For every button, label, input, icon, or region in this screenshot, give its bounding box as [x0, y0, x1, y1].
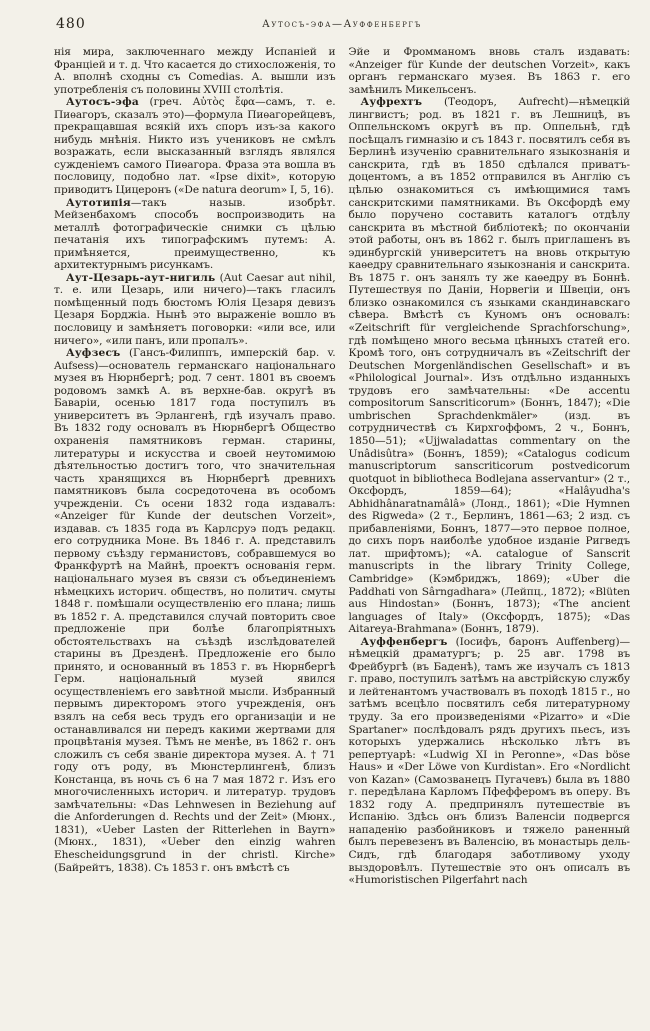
entry-paragraph: Аутосъ-эфа (греч. Αὐτὸς ἔφα—самъ, т. е. Пиѳагоръ, сказалъ это)—формула Пиѳагорейцевъ, прекращавшая всякій ихъ споръ изъ-за какого нибудь мнѣнія. Никто изъ учениковъ не смѣлъ возражать, если высказанный взглядъ являлся сужденіемъ самого Пиѳагора. Фраза эта вошла въ пословицу, подобно лат. «Ipse dixit», которую приводитъ Цицеронъ («De natura deorum» I, 5, 16). [54, 96, 336, 197]
column-right [349, 46, 631, 887]
entry-term: Аутосъ-эфа [66, 96, 139, 109]
entry-paragraph: Аутотипія—такъ назыв. изобрѣт. Мейзенбахомъ способъ воспроизводить на металлѣ фотографическіе снимки съ цѣлью печатанія ихъ типографскимъ путемъ: А. примѣняется, преимущественно, къ архитектурнымъ рисункамъ. [54, 196, 336, 272]
continuation-paragraph: Эйе и Фромманомъ вновь сталъ издавать: «Anzeiger für Kunde der deutschen Vorzeit», какъ органъ германскаго музея. Въ 1863 г. его замѣнилъ Микельсенъ. [348, 46, 630, 96]
entry-term: Ауфзесъ [66, 347, 121, 360]
entry-term: Аутотипія [66, 196, 131, 209]
entry-paragraph: Ауфрехтъ (Теодоръ, Aufrecht)—нѣмецкій лингвистъ; род. въ 1821 г. въ Лешницѣ, въ Оппельнскомъ округѣ въ пр. Оппельнѣ, гдѣ посѣщалъ гимназію и съ 1843 г. посвятилъ себя въ Берлинѣ изученію сравнительнаго языкознанія и санскрита, гдѣ въ 1850 сдѣлался приватъ-доцентомъ, а въ 1852 отправился въ Англію съ цѣлью ознакомиться съ имѣющимися тамъ санскритскими памятниками. Въ Оксфордѣ ему было поручено составить каталогъ отдѣлу санскрита въ мѣстной библіотекѣ; по окончаніи этой работы, онъ въ 1862 г. былъ приглашенъ въ эдинбургскій университетъ на вновь открытую каѳедру сравнительнаго языкознанія и санскрита. Въ 1875 г. онъ занялъ ту же каѳедру въ Боннѣ. Путешествуя по Даніи, Норвегіи и Швеціи, онъ близко ознакомился съ языками скандинавскаго сѣвера. Вмѣстѣ съ Куномъ онъ основалъ: «Zeitschrift für vergleichende Sprachforschung», гдѣ помѣщено много весьма цѣнныхъ статей его. Кромѣ того, онъ сотрудничалъ въ «Zeitschrift der Deutschen Morgenländischen Gesellschaft» и въ «Philological Journal». Изъ отдѣльно изданныхъ трудовъ его замѣчательны: «De accentu compositorum Sanscriticorum» (Боннъ, 1847); «Die umbrischen Sprachdenkmäler» (изд. въ сотрудничествѣ съ Кирхгоффомъ, 2 ч., Боннъ, 1850—51); «Ujjwaladattas commentary on the Unâdisûtra» (Боннъ, 1859); «Catalogus codicum manuscriptorum sanscriticorum postvedicorum quotquot in bibliotheca Bodlejana asservantur» (2 т., Оксфордъ, 1859—64); «Halâyudha's Abhidhânaratnamâlâ» (Лонд., 1861); «Die Hymnen des Rigweda» (2 т., Берлинъ, 1861—63; 2 изд. съ прибавленіями, Боннъ, 1877—это первое полное, до сихъ поръ наиболѣе удобное изданіе Ригведъ лат. шрифтомъ); «A. catalogue of Sanscrit manuscripts in the library Trinity College, Cambridge» (Кэмбриджъ, 1869); «Uber die Paddhati von Sârngadhara» (Лейпц., 1872); «Blüten aus Hindostan» (Боннъ, 1873); «The ancient languages of Italy» (Оксфордъ, 1875); «Das Aitareya-Brahmana» (Боннъ, 1879). [348, 96, 630, 636]
entry-term: Аут-Цезарь-аут-нигиль [66, 271, 216, 284]
column-left [54, 46, 336, 874]
page-header [54, 16, 630, 38]
text-columns [54, 46, 630, 887]
entry-paragraph: Аут-Цезарь-аут-нигиль (Aut Caesar aut nihil, т. е. или Цезарь, или ничего)—такъ гласилъ помѣщенный подъ бюстомъ Юлія Цезаря девизъ Цезаря Борджіа. Нынѣ это выраженіе вошло въ пословицу и замѣняетъ поговорки: «или все, или ничего», «или панъ, или пропалъ». [54, 271, 336, 347]
entry-term: Ауфрехтъ [360, 96, 423, 109]
entry-paragraph: Ауфзесъ (Гансъ-Филиппъ, имперскій бар. v. Aufsess)—основатель германскаго національнаго музея въ Нюрнбергѣ; род. 7 сент. 1801 въ своемъ родовомъ замкѣ А. въ верхне-бав. округѣ въ Баваріи, осенью 1817 года поступилъ въ университетъ въ Эрлангенѣ, гдѣ изучалъ право. Въ 1832 году основалъ въ Нюрнбергѣ Общество охраненія памятниковъ герман. старины, литературы и искусства и своей неутомимою дѣятельностью достигъ того, что значительная часть хранящихся въ Нюрнбергѣ древнихъ памятниковъ была сосредоточена въ особомъ учрежденіи. Съ осени 1832 года издавалъ: «Anzeiger für Kunde der deutschen Vorzeit», издавав. съ 1835 года въ Карлсруэ подъ редакц. его сотрудника Моне. Въ 1846 г. А. представилъ первому съѣзду германистовъ, собравшемуся во Франкфуртѣ на Майнѣ, проектъ основанія герм. національнаго музея въ связи съ объединеніемъ нѣмецкихъ историч. обществъ, но политич. смуты 1848 г. помѣшали осуществленію его плана; лишь въ 1852 г. А. представился случай повторить свое предложеніе при болѣе благопріятныхъ обстоятельствахъ на съѣздѣ изслѣдователей старины въ Дрезденѣ. Предложеніе его было принято, и основанный въ 1853 г. въ Нюрнбергѣ Герм. національный музей явился осуществленіемъ его завѣтной мысли. Избранный первымъ директоромъ этого учрежденія, онъ взялъ на себя весь трудъ его организаціи и не останавливался ни передъ какими жертвами для процвѣтанія музея. Тѣмъ не менѣе, въ 1862 г. онъ сложилъ съ себя званіе директора музея. А. † 71 году отъ роду, въ Мюнстерлингенѣ, близъ Констанца, въ ночь съ 6 на 7 мая 1872 г. Изъ его многочисленныхъ историч. и литератур. трудовъ замѣчательны: «Das Lehnwesen in Beziehung auf die Anforderungen d. Rechts und der Zeit» (Мюнх., 1831), «Ueber Lasten der Ritterlehen in Bayrn» (Мюнх., 1831), «Ueber den einzig wahren Ehescheidungsgrund in der christl. Kirche» (Байрейтъ, 1838). Съ 1853 г. онъ вмѣстѣ съ [54, 347, 336, 874]
entry-paragraph: Ауффенбергъ (Іосифъ, баронъ Auffenberg)—нѣмецкій драматургъ; р. 25 авг. 1798 въ Фрейбургѣ (въ Баденѣ), тамъ же изучалъ съ 1813 г. право, поступилъ затѣмъ на австрійскую службу и лейтенантомъ участвовалъ въ походѣ 1815 г., но затѣмъ всецѣло посвятилъ себя литературному труду. За его произведеніями «Pizarro» и «Die Spartaner» послѣдовалъ рядъ другихъ пьесъ, изъ которыхъ удержались нѣсколько лѣтъ въ репертуарѣ: «Ludwig XI in Peronne», «Das böse Haus» и «Der Löwe von Kurdistan». Его «Nordlicht von Kazan» (Самозванецъ Пугачевъ) была въ 1880 г. передѣлана Карломъ Пфефферомъ въ оперу. Въ 1832 году А. предпринялъ путешествіе въ Испанію. Здѣсь онъ близъ Валенсіи подвергся нападенію разбойниковъ и тяжело раненный былъ перевезенъ въ Валенсію, въ монастырь дель-Сидъ, гдѣ благодаря заботливому уходу выздоровѣлъ. Путешествіе это онъ описалъ въ «Humoristischen Pilgerfahrt nach [348, 635, 630, 887]
page-number: 480 [56, 16, 86, 32]
continuation-paragraph: нія мира, заключеннаго между Испаніей и Франціей и т. д. Что касается до стихосложенія, то А. вполнѣ сходны съ Comedias. А. вышли изъ употребленія съ половины XVIII столѣтія. [54, 46, 336, 96]
entry-term: Ауффенбергъ [360, 635, 448, 648]
running-head: Аутосъ-эфа—Ауффенбергъ [262, 19, 422, 30]
